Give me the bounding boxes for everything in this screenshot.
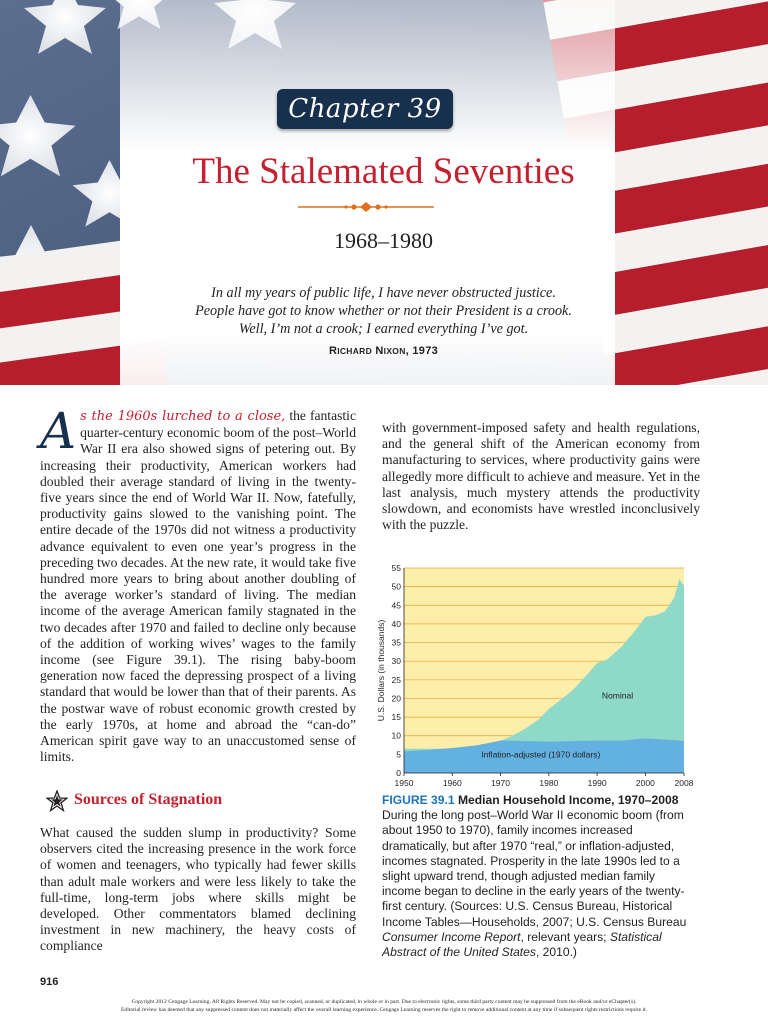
- intro-paragraph: [40, 402, 356, 765]
- x-tick-label: 2000: [635, 778, 655, 788]
- x-tick-label: 1980: [539, 778, 559, 788]
- epigraph-quote: [120, 284, 647, 338]
- x-tick-label: 1990: [587, 778, 607, 788]
- annotation-inflation-adjusted: Inflation-adjusted (1970 dollars): [481, 749, 601, 760]
- y-tick-label: 35: [391, 637, 401, 648]
- figure-caption: [382, 793, 694, 960]
- attribution-initial: R: [328, 345, 338, 357]
- income-area-chart: [374, 558, 694, 790]
- caption-text: During the long post–World War II economic boom (from about 1950 to 1970), family incomes increased dramatically, but after 1970 “real,” or inflation-adjusted, incomes stagnated. Prosperity in the late 1990s led to a slight upward trend, though adjusted median family income began to decline in the early years of the twenty-first century. (Sources: U.S. Census Bureau, Historical Income Tables—Households, 2007; U.S. Census Bureau: [382, 808, 687, 929]
- star-icon: [46, 790, 68, 812]
- annotation-nominal: Nominal: [601, 690, 634, 701]
- x-tick-label: 1950: [394, 778, 414, 788]
- y-tick-label: 25: [391, 674, 401, 685]
- quote-line: In all my years of public life, I have never obstructed justice.: [211, 285, 556, 301]
- title-ornament-icon: [298, 201, 434, 213]
- copyright-line: Copyright 2012 Cengage Learning. All Rights Reserved. May not be copied, scanned, or duplicated, in whole or in part. Due to electronic rights, some third party content may be suppressed from the eBook and/or eChapter(s).: [131, 999, 637, 1005]
- y-tick-label: 45: [391, 600, 401, 611]
- caption-source-title: Consumer Income Report: [382, 929, 521, 944]
- lead-in-text: s the 1960s lurched to a close,: [80, 409, 286, 424]
- section-paragraph: What caused the sudden slump in productivity? Some observers cited the increasing presence in the work force of women and teenagers, who typically had fewer skills than adult male workers and were less likely to take the full-time, long-term jobs where skills might be developed. Other commentators blamed declining investment in new machinery, the heavy costs of compliance: [40, 825, 356, 954]
- y-tick-label: 5: [396, 749, 401, 760]
- attribution-smallcaps: ICHARD: [337, 346, 373, 356]
- intro-text: the fantastic quarter-century economic boom of the post–World War II era also showed signs of petering out. By increasing their productivity, American workers had doubled their average standard of living in the twenty-five years since the end of World War II. Now, fatefully, productivity gains slowed to the vanishing point. The entire decade of the 1970s did not witness a productivity advance equivalent to even one year’s progress in the preceding two decades. At the new rate, it would take five hundred more years to bring about another doubling of the average worker’s standard of living. The median income of the average American family stagnated in the two decades after 1970 and failed to decline only because of the addition of working wives’ wages to the family income (see Figure 39.1). The rising baby-boom generation now faced the depressing prospect of a living standard that would be lower than that of their parents. As the postwar wave of robust economic growth crested by the early 1970s, at home and abroad the “can-do” American spirit gave way to an unaccustomed sense of limits.: [40, 408, 356, 765]
- page-number: 916: [40, 976, 59, 988]
- caption-source-title: Statistical Abstract of the United States: [382, 929, 662, 960]
- drop-cap: A: [40, 402, 77, 460]
- figure-number: FIGURE 39.1: [382, 793, 455, 807]
- continued-paragraph: with government-imposed safety and health regulations, and the general shift of the American economy from manufacturing to services, where productivity gains were allegedly more difficult to achieve and measure. Yet in the last analysis, much mystery attends the productivity slowdown, and economists have wrestled inconclusively with the puzzle.: [382, 420, 700, 533]
- y-tick-label: 55: [391, 563, 401, 573]
- x-tick-label: 2008: [674, 778, 694, 788]
- y-tick-label: 20: [391, 693, 401, 704]
- chapter-years: 1968–1980: [334, 228, 433, 253]
- copyright-line: Editorial review has deemed that any suppressed content does not materially affect the overall learning experience. Cengage Learning reserves the right to remove additional content at any time if subsequent rights restrictions require it.: [121, 1007, 647, 1013]
- y-tick-label: 30: [391, 656, 401, 667]
- y-tick-label: 15: [391, 712, 401, 723]
- attribution-year: , 1973: [405, 345, 439, 357]
- caption-text: , 2010.): [535, 945, 577, 960]
- chapter-title: The Stalemated Seventies: [192, 151, 575, 192]
- attribution-initial: N: [375, 345, 384, 357]
- figure-title: Median Household Income, 1970–2008: [457, 793, 679, 807]
- copyright-notice: [60, 998, 708, 1014]
- quote-attribution: [120, 345, 647, 357]
- y-tick-label: 0: [396, 768, 401, 778]
- chapter-label: Chapter 39: [277, 89, 453, 129]
- y-tick-label: 40: [391, 618, 401, 629]
- quote-line: Well, I’m not a crook; I earned everything I’ve got.: [238, 321, 529, 337]
- section-heading: Sources of Stagnation: [74, 791, 223, 808]
- attribution-smallcaps: IXON: [383, 346, 406, 356]
- x-tick-label: 1960: [442, 778, 462, 788]
- x-tick-label: 1970: [491, 778, 511, 788]
- quote-line: People have got to know whether or not their President is a crook.: [195, 303, 572, 319]
- y-tick-label: 10: [391, 730, 401, 741]
- y-axis-label: U.S. Dollars (in thousands): [376, 619, 386, 722]
- caption-text: , relevant years;: [520, 929, 610, 944]
- y-tick-label: 50: [391, 581, 401, 592]
